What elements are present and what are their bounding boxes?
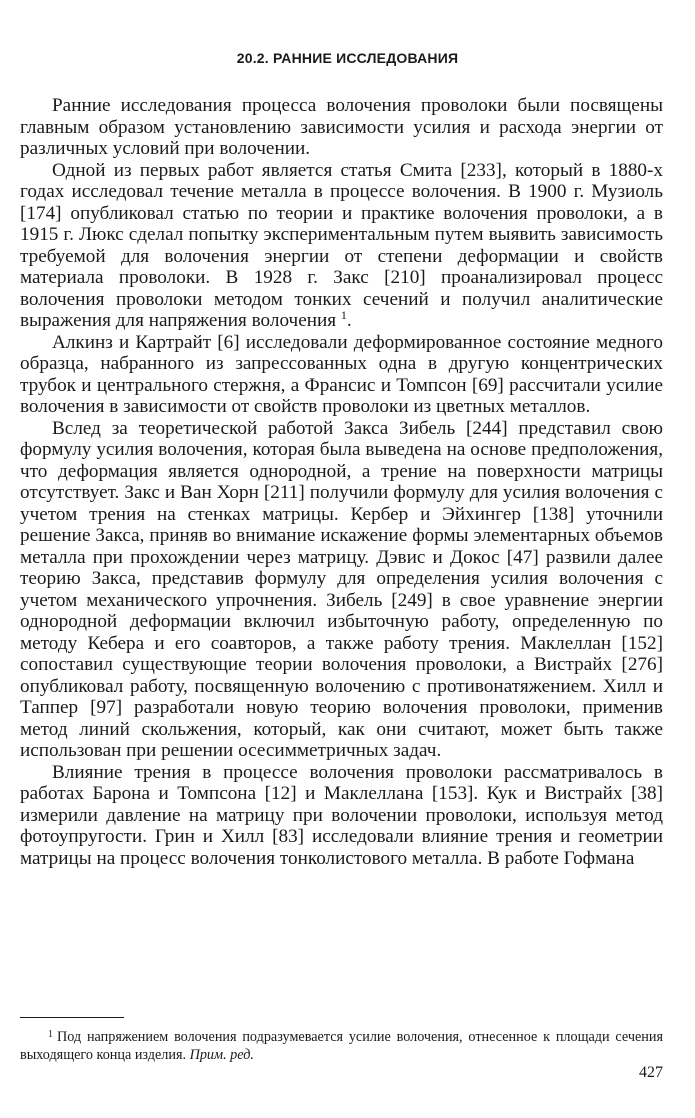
paragraph: Влияние трения в процессе волочения проволоки рассматривалось в работах Барона и Томпсона [12] и Маклеллана [153]. Кук и Вистрайх [38] измерили давление на матрицу при волочении проволоки, используя метод фотоупругости. Грин и Хилл [83] исследовали влияние трения и геометрии матрицы на процесс волочения тонколистового металла. В работе Гофмана [20,761,663,869]
paragraph-text: Одной из первых работ является статья Смита [233], который в 1880-х годах исследовал течение металла в процессе волочения. В 1900 г. Музиоль [174] опубликовал статью по теории и практике волочения проволоки, а в 1915 г. Люкс сделал попытку экспериментальным путем выявить зависимость требуемой для волочения энергии от степени деформации и свойств материала проволоки. В 1928 г. Закс [210] проанализировал процесс волочения проволоки методом тонких сечений и получил аналитические выражения для напряжения волочения [20,159,663,331]
main-text [20,95,663,869]
section-title: 20.2. РАННИЕ ИССЛЕДОВАНИЯ [236,50,459,66]
paragraph [20,160,663,332]
paragraph-end: . [346,310,352,331]
footnote-mark: 1 [48,1029,53,1040]
paragraph: Ранние исследования процесса волочения проволоки были посвящены главным образом установлению зависимости усилия и расхода энергии от различных условий при волочении. [20,95,663,159]
footnote [20,1026,663,1064]
page-number: 427 [639,1064,663,1081]
paragraph: Алкинз и Картрайт [6] исследовали деформированное состояние медного образца, набранного из запрессованных одна в другую концентрических трубок и центрального стержня, а Франсис и Томпсон [69] рассчитали усилие волочения в зависимости от свойств проволоки из цветных металлов. [20,331,663,417]
footnote-divider [20,1017,124,1018]
footnote-text: Под напряжением волочения подразумевается усилие волочения, отнесенное к площади сечения выходящего конца изделия. [20,1029,663,1063]
paragraph: Вслед за теоретической работой Закса Зибель [244] представил свою формулу усилия волочения, которая была выведена на основе предположения, что деформация является однородной, а трение на поверхности матрицы отсутствует. Закс и Ван Хорн [211] получили формулу для усилия волочения с учетом трения на стенках матрицы. Кербер и Эйхингер [138] уточнили решение Закса, приняв во внимание искажение формы элементарных объемов металла при прохождении через матрицу. Дэвис и Докос [47] развили далее теорию Закса, представив формулу для определения усилия волочения с учетом механического упрочнения. Зибель [249] в свое уравнение энергии однородной деформации включил избыточную работу, определенную по методу Кебера и его соавторов, а также работу трения. Маклеллан [152] сопоставил существующие теории волочения проволоки, а Вистрайх [276] опубликовал работу, посвященную волочению с противонатяжением. Хилл и Таппер [97] разработали новую теорию волочения проволоки, применив метод линий скольжения, который, как они считают, может быть также использован при решении осесимметричных задач. [20,417,663,761]
editor-note: Прим. ред. [189,1047,254,1063]
footnote-reference: 1 [340,308,347,322]
